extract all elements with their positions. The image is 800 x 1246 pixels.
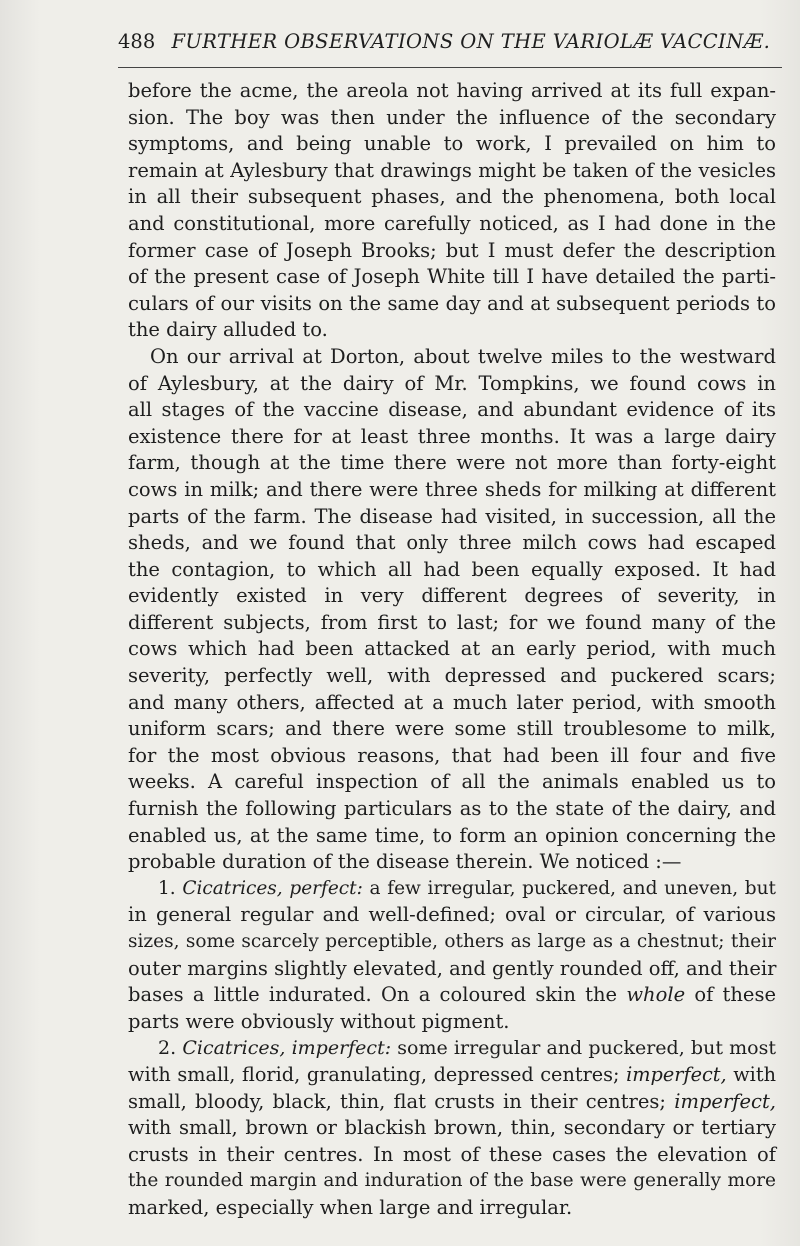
text-line: cows in milk; and there were three sheds for milking at different (128, 477, 776, 501)
text-line: probable duration of the disease therein. We noticed :— (128, 850, 682, 874)
text-line: enabled us, at the same time, to form an opinion concerning the (128, 823, 776, 847)
text-line: with small, brown or blackish brown, thin, secondary or tertiary (128, 1116, 776, 1140)
text-line: of Aylesbury, at the dairy of Mr. Tompkins, we found cows in (128, 371, 776, 395)
text-line: weeks. A careful inspection of all the animals enabled us to (128, 770, 776, 794)
list-item-cicatrices-imperfect (128, 1035, 776, 1221)
list-item-cicatrices-perfect (128, 876, 776, 1036)
text-line: symptoms, and being unable to work, I prevailed on him to (128, 132, 776, 156)
emphasis: imperfect, (626, 1062, 727, 1086)
text-line: parts were obviously without pigment. (128, 1009, 510, 1033)
text-fragment: with small, florid, granulating, depressed centres; (128, 1062, 620, 1086)
emphasis: imperfect, (674, 1089, 776, 1113)
text-line: the dairy alluded to. (128, 318, 328, 342)
text-line: parts of the farm. The disease had visited, in succession, all the (128, 504, 776, 528)
body-text (128, 78, 776, 1222)
text-line: crusts in their centres. In most of these cases the elevation of (128, 1142, 776, 1166)
text-line: uniform scars; and there were some still troublesome to milk, (128, 717, 776, 741)
text-line: all stages of the vaccine disease, and abundant evidence of its (128, 398, 776, 422)
text-line: severity, perfectly well, with depressed and puckered scars; (128, 664, 776, 688)
text-line: in general regular and well-defined; oval or circular, of various (128, 903, 776, 927)
page-number: 488 (118, 30, 156, 53)
text-line: evidently existed in very different degrees of severity, in (128, 584, 776, 608)
text-line (128, 1035, 776, 1062)
paragraph-dorton (128, 344, 776, 876)
item-heading: Cicatrices, perfect: (182, 877, 363, 899)
text-line: before the acme, the areola not having arrived at its full expan- (128, 79, 776, 102)
text-line: outer margins slightly elevated, and gently rounded off, and their (128, 956, 777, 980)
text-line: sizes, some scarcely perceptible, others as large as a chestnut; their (128, 931, 776, 952)
text-line: and many others, affected at a much later period, with smooth (128, 690, 776, 714)
text-line (128, 982, 776, 1009)
text-line: the contagion, to which all had been equally exposed. It had (128, 557, 776, 581)
text-line: the rounded margin and induration of the base were generally more (128, 1170, 776, 1192)
text-line: different subjects, from first to last; for we found many of the (128, 610, 776, 634)
text-line: sion. The boy was then under the influence of the secondary (128, 105, 776, 129)
text-fragment: small, bloody, black, thin, flat crusts in their centres; (128, 1089, 666, 1113)
running-title: FURTHER OBSERVATIONS ON THE VARIOLÆ VACCINÆ. (171, 30, 771, 53)
text-line: culars of our visits on the same day and at subsequent periods to (128, 291, 776, 315)
text-line: marked, especially when large and irregular. (128, 1195, 573, 1219)
text-line: and constitutional, more carefully noticed, as I had done in the (128, 211, 776, 235)
item-heading: Cicatrices, imperfect: (182, 1037, 392, 1060)
text-line: existence there for at least three months. It was a large dairy (128, 424, 776, 448)
item-number: 1. (158, 877, 176, 899)
text-fragment: of these (694, 983, 777, 1007)
text-line: farm, though at the time there were not more than forty-eight (128, 451, 776, 475)
item-text: some irregular and puckered, but most (397, 1037, 776, 1060)
emphasis: whole (626, 983, 686, 1007)
item-text: a few irregular, puckered, and uneven, but (369, 877, 776, 899)
header-rule (118, 67, 782, 68)
text-line: furnish the following particulars as to the state of the dairy, and (128, 797, 776, 821)
text-line: of the present case of Joseph White till I have detailed the parti- (128, 265, 776, 289)
text-line: sheds, and we found that only three milch cows had escaped (128, 531, 776, 555)
paragraph-continuation (128, 78, 776, 344)
text-line: On our arrival at Dorton, about twelve miles to the westward (150, 344, 776, 368)
text-line (128, 1089, 776, 1116)
text-line: for the most obvious reasons, that had been ill four and five (128, 743, 776, 767)
text-line (128, 1062, 776, 1089)
text-line: cows which had been attacked at an early period, with much (128, 637, 776, 661)
text-line: former case of Joseph Brooks; but I must defer the description (128, 238, 776, 262)
item-number: 2. (158, 1037, 177, 1060)
text-fragment: with (733, 1062, 776, 1086)
text-fragment: bases a little indurated. On a coloured skin the (128, 983, 618, 1007)
text-line: in all their subsequent phases, and the phenomena, both local (128, 185, 776, 209)
running-header (118, 30, 771, 60)
text-line: remain at Aylesbury that drawings might be taken of the vesicles (128, 158, 776, 182)
text-line (128, 876, 776, 903)
